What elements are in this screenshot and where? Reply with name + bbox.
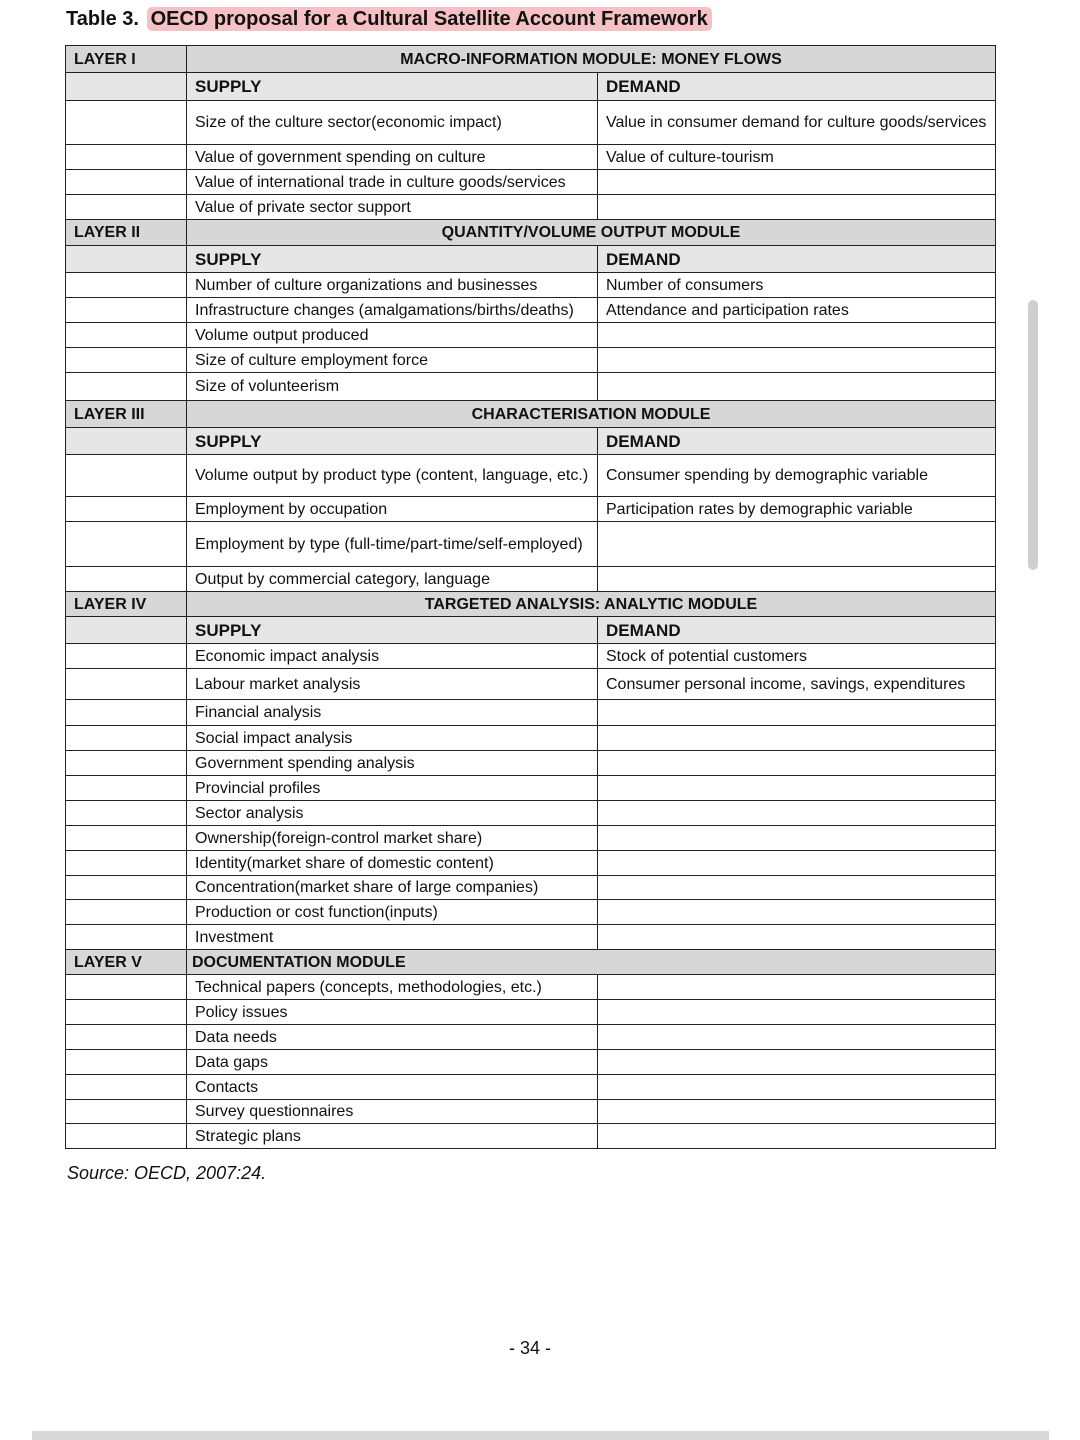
layer-header-row	[66, 220, 996, 246]
supply-demand-header-row	[66, 617, 996, 644]
supply-cell: Value of private sector support	[187, 195, 598, 220]
demand-cell: Stock of potential customers	[598, 644, 996, 669]
supply-cell: Survey questionnaires	[187, 1100, 598, 1124]
table-row	[66, 455, 996, 497]
demand-cell	[598, 900, 996, 925]
module-title: MACRO-INFORMATION MODULE: MONEY FLOWS	[187, 46, 996, 73]
demand-cell	[598, 373, 996, 401]
module-title: QUANTITY/VOLUME OUTPUT MODULE	[187, 220, 996, 246]
layer-spacer-cell	[66, 700, 187, 726]
demand-cell: Consumer personal income, savings, expenditures	[598, 669, 996, 700]
demand-cell	[598, 751, 996, 776]
demand-cell: Value in consumer demand for culture goods/services	[598, 101, 996, 145]
supply-cell: Production or cost function(inputs)	[187, 900, 598, 925]
table-row	[66, 497, 996, 522]
layer-spacer-cell	[66, 1050, 187, 1075]
supply-cell: Value of international trade in culture goods/services	[187, 170, 598, 195]
layer-spacer-cell	[66, 826, 187, 851]
layer-spacer-cell	[66, 1025, 187, 1050]
table-row	[66, 522, 996, 567]
demand-cell	[598, 1124, 996, 1149]
layer-spacer-cell	[66, 170, 187, 195]
demand-header: DEMAND	[598, 428, 996, 455]
table-row	[66, 101, 996, 145]
supply-cell: Volume output produced	[187, 323, 598, 348]
supply-cell: Government spending analysis	[187, 751, 598, 776]
demand-cell	[598, 826, 996, 851]
layer-spacer-cell	[66, 145, 187, 170]
demand-cell	[598, 700, 996, 726]
layer-spacer-cell	[66, 101, 187, 145]
table-row	[66, 900, 996, 925]
table-row	[66, 298, 996, 323]
layer-spacer-cell	[66, 522, 187, 567]
module-title: CHARACTERISATION MODULE	[187, 401, 996, 428]
table-row	[66, 826, 996, 851]
demand-cell: Attendance and participation rates	[598, 298, 996, 323]
page-number: - 34 -	[508, 1338, 551, 1358]
table-row	[66, 751, 996, 776]
table-row	[66, 726, 996, 751]
layer-label: LAYER III	[66, 401, 187, 428]
demand-cell: Value of culture-tourism	[598, 145, 996, 170]
supply-demand-header-row	[66, 246, 996, 273]
table-title: OECD proposal for a Cultural Satellite Account Framework	[147, 7, 712, 31]
table-row	[66, 145, 996, 170]
supply-header: SUPPLY	[187, 428, 598, 455]
layer-spacer-cell	[66, 1075, 187, 1100]
table-caption	[66, 8, 712, 31]
supply-cell: Value of government spending on culture	[187, 145, 598, 170]
demand-cell	[598, 975, 996, 1000]
layer-header-row	[66, 950, 996, 975]
layer-spacer-cell	[66, 273, 187, 298]
supply-cell: Data needs	[187, 1025, 598, 1050]
layer-header-row	[66, 46, 996, 73]
layer-spacer-cell	[66, 900, 187, 925]
demand-cell	[598, 323, 996, 348]
layer-spacer-cell	[66, 348, 187, 373]
layer-spacer-cell	[66, 925, 187, 950]
layer-spacer-cell	[66, 876, 187, 900]
supply-cell: Strategic plans	[187, 1124, 598, 1149]
table-row	[66, 170, 996, 195]
layer-label: LAYER II	[66, 220, 187, 246]
table-row	[66, 644, 996, 669]
demand-cell	[598, 776, 996, 801]
supply-header: SUPPLY	[187, 246, 598, 273]
demand-cell: Participation rates by demographic variable	[598, 497, 996, 522]
layer-spacer-cell	[66, 851, 187, 876]
demand-cell	[598, 1000, 996, 1025]
demand-cell	[598, 876, 996, 900]
demand-cell	[598, 195, 996, 220]
demand-cell: Number of consumers	[598, 273, 996, 298]
demand-header: DEMAND	[598, 73, 996, 101]
layer-spacer-cell	[66, 975, 187, 1000]
layer-spacer-cell	[66, 1100, 187, 1124]
table-row	[66, 925, 996, 950]
oecd-framework-table	[65, 45, 996, 1149]
table-row	[66, 776, 996, 801]
table-row	[66, 975, 996, 1000]
table-row	[66, 801, 996, 826]
demand-cell	[598, 1075, 996, 1100]
table-row	[66, 348, 996, 373]
table-row	[66, 373, 996, 401]
layer-spacer-cell	[66, 1000, 187, 1025]
table-label: Table 3.	[66, 8, 139, 30]
table-row	[66, 1050, 996, 1075]
layer-spacer-cell	[66, 298, 187, 323]
demand-cell: Consumer spending by demographic variable	[598, 455, 996, 497]
layer-spacer-cell	[66, 428, 187, 455]
supply-demand-header-row	[66, 428, 996, 455]
demand-cell	[598, 1025, 996, 1050]
layer-spacer-cell	[66, 751, 187, 776]
supply-cell: Financial analysis	[187, 700, 598, 726]
table-row	[66, 1100, 996, 1124]
layer-spacer-cell	[66, 195, 187, 220]
layer-spacer-cell	[66, 567, 187, 592]
supply-cell: Investment	[187, 925, 598, 950]
demand-cell	[598, 170, 996, 195]
table-row	[66, 851, 996, 876]
demand-cell	[598, 567, 996, 592]
table-row	[66, 669, 996, 700]
layer-spacer-cell	[66, 644, 187, 669]
supply-cell: Data gaps	[187, 1050, 598, 1075]
layer-header-row	[66, 401, 996, 428]
demand-cell	[598, 726, 996, 751]
table-row	[66, 195, 996, 220]
supply-cell: Identity(market share of domestic content)	[187, 851, 598, 876]
supply-cell: Infrastructure changes (amalgamations/births/deaths)	[187, 298, 598, 323]
supply-cell: Policy issues	[187, 1000, 598, 1025]
supply-cell: Employment by occupation	[187, 497, 598, 522]
table-row	[66, 567, 996, 592]
layer-label: LAYER I	[66, 46, 187, 73]
supply-cell: Ownership(foreign-control market share)	[187, 826, 598, 851]
layer-spacer-cell	[66, 801, 187, 826]
table-row	[66, 700, 996, 726]
vertical-scrollbar[interactable]	[1028, 300, 1038, 570]
supply-cell: Employment by type (full-time/part-time/self-employed)	[187, 522, 598, 567]
table-row	[66, 1075, 996, 1100]
supply-demand-header-row	[66, 73, 996, 101]
demand-header: DEMAND	[598, 246, 996, 273]
layer-spacer-cell	[66, 373, 187, 401]
supply-cell: Sector analysis	[187, 801, 598, 826]
layer-spacer-cell	[66, 246, 187, 273]
table-row	[66, 273, 996, 298]
demand-cell	[598, 1050, 996, 1075]
supply-header: SUPPLY	[187, 73, 598, 101]
supply-cell: Social impact analysis	[187, 726, 598, 751]
demand-cell	[598, 1100, 996, 1124]
table-row	[66, 876, 996, 900]
demand-cell	[598, 851, 996, 876]
layer-spacer-cell	[66, 726, 187, 751]
supply-cell: Size of volunteerism	[187, 373, 598, 401]
demand-header: DEMAND	[598, 617, 996, 644]
layer-spacer-cell	[66, 617, 187, 644]
layer-spacer-cell	[66, 1124, 187, 1149]
layer-spacer-cell	[66, 455, 187, 497]
supply-cell: Labour market analysis	[187, 669, 598, 700]
layer-spacer-cell	[66, 669, 187, 700]
horizontal-scrollbar[interactable]	[32, 1431, 1049, 1440]
supply-cell: Size of culture employment force	[187, 348, 598, 373]
layer-label: LAYER V	[66, 950, 187, 975]
supply-cell: Size of the culture sector(economic impact)	[187, 101, 598, 145]
supply-cell: Economic impact analysis	[187, 644, 598, 669]
supply-cell: Volume output by product type (content, language, etc.)	[187, 455, 598, 497]
layer-header-row	[66, 592, 996, 617]
supply-cell: Provincial profiles	[187, 776, 598, 801]
demand-cell	[598, 925, 996, 950]
layer-spacer-cell	[66, 776, 187, 801]
demand-cell	[598, 348, 996, 373]
layer-spacer-cell	[66, 497, 187, 522]
module-title: TARGETED ANALYSIS: ANALYTIC MODULE	[187, 592, 996, 617]
supply-cell: Output by commercial category, language	[187, 567, 598, 592]
layer-label: LAYER IV	[66, 592, 187, 617]
source-note: Source: OECD, 2007:24.	[67, 1163, 267, 1183]
table-row	[66, 1025, 996, 1050]
demand-cell	[598, 522, 996, 567]
supply-cell: Number of culture organizations and businesses	[187, 273, 598, 298]
layer-spacer-cell	[66, 323, 187, 348]
supply-header: SUPPLY	[187, 617, 598, 644]
supply-cell: Concentration(market share of large companies)	[187, 876, 598, 900]
table-row	[66, 1124, 996, 1149]
supply-cell: Technical papers (concepts, methodologies, etc.)	[187, 975, 598, 1000]
module-title: DOCUMENTATION MODULE	[187, 950, 996, 975]
layer-spacer-cell	[66, 73, 187, 101]
table-row	[66, 1000, 996, 1025]
supply-cell: Contacts	[187, 1075, 598, 1100]
table-row	[66, 323, 996, 348]
demand-cell	[598, 801, 996, 826]
